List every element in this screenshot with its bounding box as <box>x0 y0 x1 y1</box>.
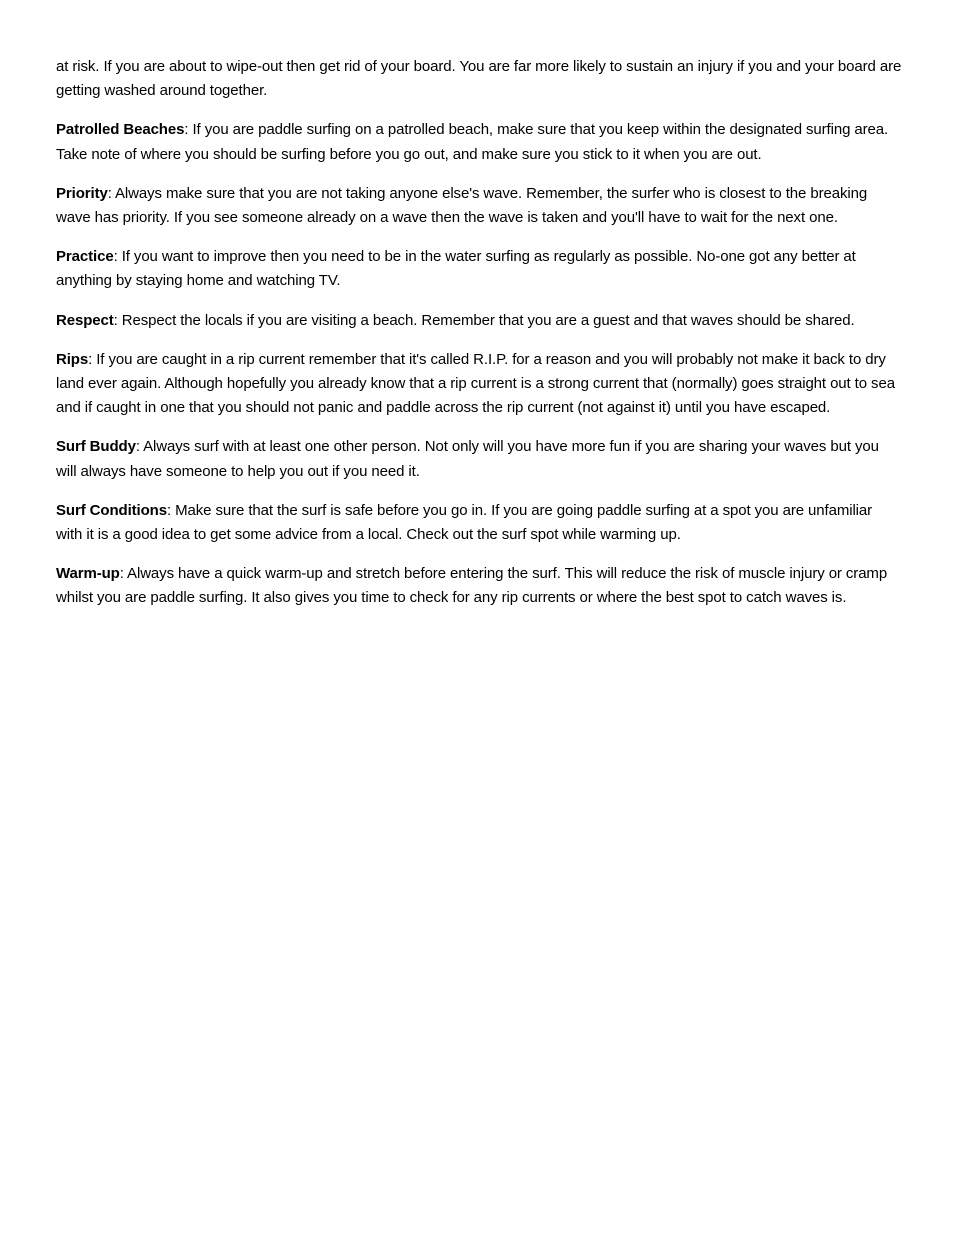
entry-term: Patrolled Beaches <box>56 121 185 139</box>
entry-text: : Always surf with at least one other person. Not only will you have more fun if you are sharing your waves but you will always have someone to help you out if you need it. <box>56 438 879 480</box>
entry-text: : Make sure that the surf is safe before you go in. If you are going paddle surfing at a spot you are unfamiliar with it is a good idea to get some advice from a local. Check out the surf spot while warming up. <box>56 501 873 544</box>
entry-term: Surf Conditions <box>56 501 167 519</box>
entry-practice <box>56 245 902 293</box>
entry-patrolled-beaches <box>56 118 902 166</box>
entry-priority <box>56 182 902 230</box>
entry-text: : If you are caught in a rip current remember that it's called R.I.P. for a reason and you will probably not make it back to dry land ever again. Although hopefully you already know that a rip current is a strong current that (normally) goes straight out to sea and if caught in one that you should not panic and paddle across the rip current (not against it) until you have escaped. <box>56 350 895 417</box>
entry-rips <box>56 348 902 421</box>
entry-term: Priority <box>56 184 108 202</box>
entry-text: : If you are paddle surfing on a patrolled beach, make sure that you keep within the designated surfing area. Take note of where you should be surfing before you go out, and make sure you stick to it when you are out. <box>56 121 889 163</box>
entry-text: : Always have a quick warm-up and stretch before entering the surf. This will reduce the risk of muscle injury or cramp whilst you are paddle surfing. It also gives you time to check for any rip currents or where the best spot to catch waves is. <box>56 565 888 607</box>
entry-term: Warm-up <box>56 565 120 583</box>
entry-text: : Respect the locals if you are visiting a beach. Remember that you are a guest and that waves should be shared. <box>113 311 855 329</box>
entry-surf-buddy <box>56 435 902 483</box>
entry-respect <box>56 309 902 333</box>
entry-text: : If you want to improve then you need to be in the water surfing as regularly as possible. No-one got any better at anything by staying home and watching TV. <box>56 248 856 290</box>
entry-term: Respect <box>56 311 114 329</box>
document-page <box>56 55 902 626</box>
entry-term: Rips <box>56 350 89 368</box>
entry-term: Practice <box>56 248 114 266</box>
entry-term: Surf Buddy <box>56 438 136 456</box>
intro-paragraph: at risk. If you are about to wipe-out then get rid of your board. You are far more likely to sustain an injury if you and your board are getting washed around together. <box>56 58 902 100</box>
entry-text: : Always make sure that you are not taking anyone else's wave. Remember, the surfer who is closest to the breaking wave has priority. If you see someone already on a wave then the wave is taken and you'll have to wait for the next one. <box>56 184 868 227</box>
entry-warm-up <box>56 562 902 610</box>
entry-surf-conditions <box>56 499 902 547</box>
